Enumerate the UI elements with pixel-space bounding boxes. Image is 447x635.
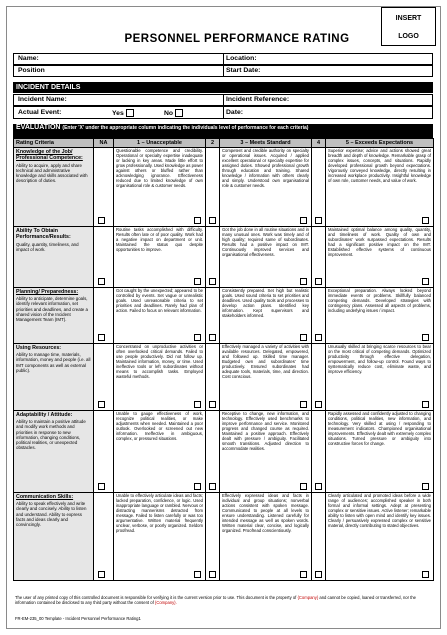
col-rating-criteria: Rating Criteria: [14, 139, 94, 148]
logo-line-1: INSERT: [395, 15, 422, 22]
company-placeholder-2: {Company}.: [154, 600, 177, 606]
insert-logo-box: [381, 7, 436, 46]
criteria-row-resources: [14, 344, 434, 411]
rating-2-cell: [206, 493, 220, 581]
rating-2-cell: [206, 148, 220, 227]
rating-checkbox-4[interactable]: [315, 334, 322, 341]
meets-standard-cell: Competent and credible authority on specialty or operational issues. Acquired / applied excellent operational or specialty expertise for assigned duties. Showed professional growth through education and training. Shared knowledge / information with others clearly and simply. Understood own organisational role & customer needs.: [220, 148, 312, 227]
rating-2-cell: [206, 344, 220, 411]
rating-checkbox-3[interactable]: [300, 278, 307, 285]
table-header-row: [14, 139, 434, 148]
name-label: Name:: [18, 55, 39, 62]
rating-checkbox-3[interactable]: [300, 334, 307, 341]
logo-line-2: LOGO: [398, 33, 419, 40]
control-notice: The user of any printed copy of this controlled document is responsible for verifying it is the current version prior to use. This document is the property of {Company} and cannot be copied, loaned or transferred, nor the information contained be disclosed to any third party without the consent of {Company}.: [15, 595, 417, 606]
document-reference: FR-EM-235_00 Template - Incident Personnel Performance Rating1: [15, 616, 141, 621]
unacceptable-cell: Routine tasks accomplished with difficulty. Results often late or of poor quality. Work had a negative impact on department or unit. Maintained the status quo despite opportunities to improve.: [114, 227, 206, 288]
rating-checkbox-2[interactable]: [209, 278, 216, 285]
criteria-cell: Planning/ Preparedness: Ability to anticipate, determine goals, identify relevant information, set priorities and deadlines, and create a shared vision of the Incident Management Team (IMT).: [14, 288, 94, 344]
exceeds-cell: Superior expertise; advice and actions showed great breadth and depth of knowledge. Remarkable grasp of complex issues, concepts, and situations. Rapidly developed professional growth beyond expectations. Vigorously conveyed knowledge, directly resulting in increased workplace productivity. Insightful knowledge of own role, customer needs, and value of work.: [326, 148, 434, 227]
exceeds-cell: Clearly articulated and promoted ideas before a wide range of audiences; accomplished speaker in both formal and informal settings. Adept at presenting complex or sensitive issues. Active listener; remarkable ability to listen with open mind and identify key issues. Clearly / persuasively expressed complex or sensitive material, directly contributing to stated objectives.: [326, 493, 434, 581]
na-cell: [94, 493, 114, 581]
na-cell: [94, 344, 114, 411]
col-2: 2: [206, 139, 220, 148]
rating-2-cell: [206, 227, 220, 288]
rating-checkbox-5[interactable]: [422, 334, 429, 341]
col-meets-standard: 3 – Meets Standard: [220, 139, 312, 148]
rating-checkbox-na[interactable]: [98, 334, 105, 341]
rating-checkbox-2[interactable]: [209, 334, 216, 341]
yes-option: Yes: [112, 109, 134, 117]
exceeds-cell: Unusually skilled at bringing scarce resources to bear on the most critical of competing demands. Optimized productivity through effective delegation, empowerment, and follow-up control. Found ways to systematically reduce cost, eliminate waste, and improve efficiency.: [326, 344, 434, 411]
rating-checkbox-4[interactable]: [315, 401, 322, 408]
rating-checkbox-4[interactable]: [315, 217, 322, 224]
meets-standard-cell: Receptive to change, new information, and technology. Effectively used benchmarks to improve performance and service. Monitored progress and changed course as required. Maintained a positive approach. Effectively dealt with pressure / ambiguity. Facilitated smooth transitions. Adjusted direction to accommodate realities.: [220, 411, 312, 493]
rating-checkbox-3[interactable]: [300, 571, 307, 578]
rating-checkbox-4[interactable]: [315, 483, 322, 490]
criteria-cell: Using Resources: Ability to manage time, materials, information, money and people (i.e. all IMT components as well as external public).: [14, 344, 94, 411]
name-row: [13, 53, 433, 65]
rating-checkbox-3[interactable]: [300, 401, 307, 408]
rating-checkbox-4[interactable]: [315, 278, 322, 285]
meets-standard-cell: Effectively managed a variety of activities with available resources. Delegated, empowered, and followed up. Skilled time manager. Budgeted own and subordinates' time productively. Ensured subordinates had adequate tools, materials, time, and direction. Cost conscious.: [220, 344, 312, 411]
criteria-row-adaptability: [14, 411, 434, 493]
rating-4-cell: [312, 148, 326, 227]
evaluation-heading: [13, 124, 433, 138]
incident-details-heading: INCIDENT DETAILS: [13, 82, 433, 93]
rating-checkbox-3[interactable]: [300, 483, 307, 490]
na-cell: [94, 227, 114, 288]
criteria-cell: Ability To Obtain Performance/Results: Quality, quantity, timeliness, and impact of work.: [14, 227, 94, 288]
rating-checkbox-1[interactable]: [194, 571, 201, 578]
unacceptable-cell: Concentrated on unproductive activities or often overlooked critical demands. Failed to use people productively. Did not follow up. Maintained information, money, or time. Used ineffective tools or left subordinates without means to accomplish tasks. Employed wasteful methods.: [114, 344, 206, 411]
rating-checkbox-na[interactable]: [98, 401, 105, 408]
rating-checkbox-1[interactable]: [194, 483, 201, 490]
criteria-row-knowledge: [14, 148, 434, 227]
rating-checkbox-na[interactable]: [98, 278, 105, 285]
yes-checkbox[interactable]: [126, 109, 134, 117]
unacceptable-cell: Got caught by the unexpected; appeared to be controlled by events. Set vague or unrealistic goals. Used unreasonable criteria to set priorities and deadlines. Rarely had plan of action. Failed to focus on relevant information.: [114, 288, 206, 344]
incident-name-label: Incident Name:: [18, 96, 67, 103]
criteria-cell: Communication Skills: Ability to speak effectively and write clearly and concisely. Ability to listen and understand. Ability to express facts and ideas clearly and convincingly.: [14, 493, 94, 581]
location-label: Location:: [226, 55, 257, 62]
na-cell: [94, 148, 114, 227]
rating-checkbox-5[interactable]: [422, 483, 429, 490]
rating-4-cell: [312, 411, 326, 493]
criteria-row-planning: [14, 288, 434, 344]
criteria-row-results: [14, 227, 434, 288]
position-row: [13, 65, 433, 77]
criteria-cell: Knowledge of the Job/ Professional Competence: Ability to acquire, apply and share technical and administrative knowledge and skills associated with description of duties.: [14, 148, 94, 227]
rating-checkbox-2[interactable]: [209, 571, 216, 578]
meets-standard-cell: Consistently prepared. Set high but realistic goals. Used sound criteria to set priorities and deadlines. Used quality tools and processes to develop action plans. Identified key information. Kept supervisors and stakeholders informed.: [220, 288, 312, 344]
col-unacceptable: 1 – Unacceptable: [114, 139, 206, 148]
rating-checkbox-na[interactable]: [98, 217, 105, 224]
incident-name-row: [13, 94, 433, 106]
col-4: 4: [312, 139, 326, 148]
criteria-cell: Adaptability / Attitude: Ability to maintain a positive attitude and modify work methods and priorities in response to new information, changing conditions, political realities, or unexpected obstacles.: [14, 411, 94, 493]
rating-2-cell: [206, 288, 220, 344]
rating-4-cell: [312, 288, 326, 344]
rating-2-cell: [206, 411, 220, 493]
no-checkbox[interactable]: [175, 109, 183, 117]
rating-checkbox-5[interactable]: [422, 571, 429, 578]
form-page: [6, 6, 441, 629]
rating-4-cell: [312, 227, 326, 288]
incident-reference-label: Incident Reference:: [226, 96, 290, 103]
no-option: No: [164, 109, 183, 117]
rating-checkbox-2[interactable]: [209, 401, 216, 408]
na-cell: [94, 411, 114, 493]
evaluation-table: [13, 138, 434, 581]
exceeds-cell: Rapidly assessed and confidently adjusted to changing conditions, political realities, new information, and technology. Very skilled at using / responding to measurement indicators. Championed organisational improvements. Effectively dealt with extremely complex situations. Turned pressure or ambiguity into constructive forces for change.: [326, 411, 434, 493]
rating-checkbox-2[interactable]: [209, 483, 216, 490]
rating-checkbox-na[interactable]: [98, 571, 105, 578]
col-na: NA: [94, 139, 114, 148]
exceeds-cell: Exceptional preparation. Always looked beyond immediate events or problems. Skillfully balanced competing demands. Developed strategies with contingency plans. Assessed all aspects of problems, including underlying issues / impact.: [326, 288, 434, 344]
evaluation-title: EVALUATION: [16, 124, 61, 131]
rating-checkbox-1[interactable]: [194, 278, 201, 285]
rating-4-cell: [312, 344, 326, 411]
col-exceeds-expectations: 5 – Exceeds Expectations: [326, 139, 434, 148]
unacceptable-cell: Questionable competence and credibility. Operational or specialty expertise inadequate or lacking in key areas. Made little effort to grow professionally. Used knowledge as power against others or bluffed rather than acknowledging ignorance. Effectiveness reduced due to limited knowledge of own organisational role & customer needs.: [114, 148, 206, 227]
evaluation-instruction: (Enter 'X' under the appropriate column indicating the individuals level of performance for each criteria): [62, 125, 309, 131]
criteria-row-communication: [14, 493, 434, 581]
exceeds-cell: Maintained optimal balance among quality, quantity, and timeliness of work. Quality of own and subordinates' work surpassed expectations. Results had a significant positive impact on the IMT. Established effective systems of continuous improvement.: [326, 227, 434, 288]
actual-event-row: [13, 106, 433, 119]
position-label: Position: [18, 67, 45, 74]
rating-checkbox-3[interactable]: [300, 217, 307, 224]
unacceptable-cell: Unable to gauge effectiveness of work, recognize political realities, or make adjustments when needed. Maintained a poor outlook. Overlooked or screened out new information. Ineffective in ambiguous, complex, or pressured situations.: [114, 411, 206, 493]
rating-checkbox-5[interactable]: [422, 401, 429, 408]
unacceptable-cell: Unable to effectively articulate ideas and facts; lacked preparation, confidence, or logic. Used inappropriate language or rambled. Nervous or distracting mannerisms detracted from message. Failed to listen carefully or was too argumentative. Written material frequently unclear, verbose, or poorly organized. Seldom proofread.: [114, 493, 206, 581]
na-cell: [94, 288, 114, 344]
company-placeholder: {Company}: [297, 595, 319, 600]
rating-checkbox-na[interactable]: [98, 483, 105, 490]
rating-checkbox-2[interactable]: [209, 217, 216, 224]
rating-4-cell: [312, 493, 326, 581]
meets-standard-cell: Got the job done in all routine situations and in many unusual ones. Work was timely and of high quality; required same of subordinates. Results had a positive impact on IMT. Continuously improved services and organisational effectiveness.: [220, 227, 312, 288]
rating-checkbox-5[interactable]: [422, 217, 429, 224]
actual-event-label: Actual Event:: [18, 109, 62, 116]
rating-checkbox-4[interactable]: [315, 571, 322, 578]
meets-standard-cell: Effectively expressed ideas and facts in individual and group situations; nonverbal actions consistent with spoken message. Communicated to people at all levels to ensure understanding. Listened carefully for intended message as well as spoken words. Written material clear, concise, and logically organized. Proofread conscientiously.: [220, 493, 312, 581]
date-label: Date:: [226, 109, 243, 116]
rating-checkbox-1[interactable]: [194, 334, 201, 341]
rating-checkbox-1[interactable]: [194, 217, 201, 224]
page-title: PERSONNEL PERFORMANCE RATING: [124, 33, 350, 45]
start-date-label: Start Date:: [226, 67, 261, 74]
rating-checkbox-5[interactable]: [422, 278, 429, 285]
rating-checkbox-1[interactable]: [194, 401, 201, 408]
